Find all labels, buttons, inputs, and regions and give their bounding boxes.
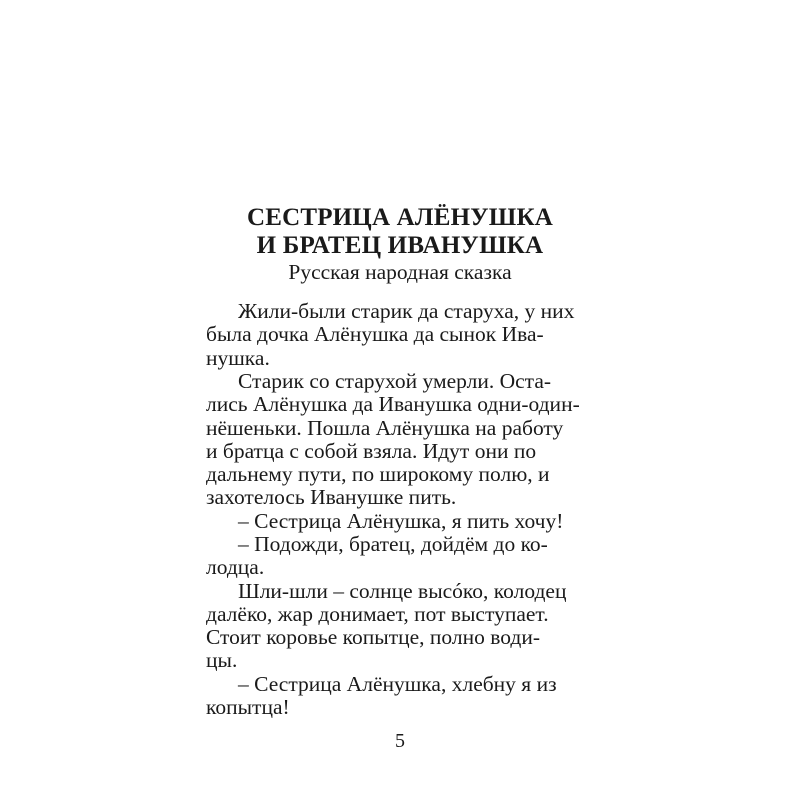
story-title-line-1: СЕСТРИЦА АЛЁНУШКА — [246, 204, 554, 231]
story-title-line-2: И БРАТЕЦ ИВАНУШКА — [256, 232, 544, 259]
text-line: копытца! — [206, 695, 290, 719]
text-line: захотелось Иванушке пить. — [206, 485, 457, 510]
text-line: далёко, жар донимает, пот выступает. — [206, 601, 549, 626]
text-line: нёшеньки. Пошла Алёнушка на работу — [206, 415, 564, 440]
text-line: лодца. — [206, 555, 265, 580]
text-line: Жили-были старик да старуха, у них — [238, 299, 575, 323]
text-line: Стоит коровье копытце, полно води- — [206, 625, 540, 650]
text-line: лись Алёнушка да Иванушка одни-один- — [206, 392, 580, 417]
text-line: Шли-шли – солнце высóко, колодец — [238, 578, 567, 603]
page-number: 5 — [395, 730, 405, 752]
dialogue-line: – Сестрица Алёнушка, я пить хочу! — [238, 508, 564, 533]
text-line: цы. — [206, 648, 238, 673]
dialogue-line: – Подожди, братец, дойдём до ко- — [238, 531, 548, 556]
dialogue-line: – Сестрица Алёнушка, хлебну я из — [238, 671, 557, 696]
text-line: дальнему пути, по широкому полю, и — [206, 462, 550, 487]
text-line: была дочка Алёнушка да сынок Ива- — [206, 322, 544, 347]
text-line: Старик со старухой умерли. Оста- — [238, 368, 552, 393]
text-line: и братца с собой взяла. Идут они по — [206, 438, 537, 463]
story-subtitle: Русская народная сказка — [288, 260, 512, 284]
text-line: нушка. — [206, 345, 270, 370]
